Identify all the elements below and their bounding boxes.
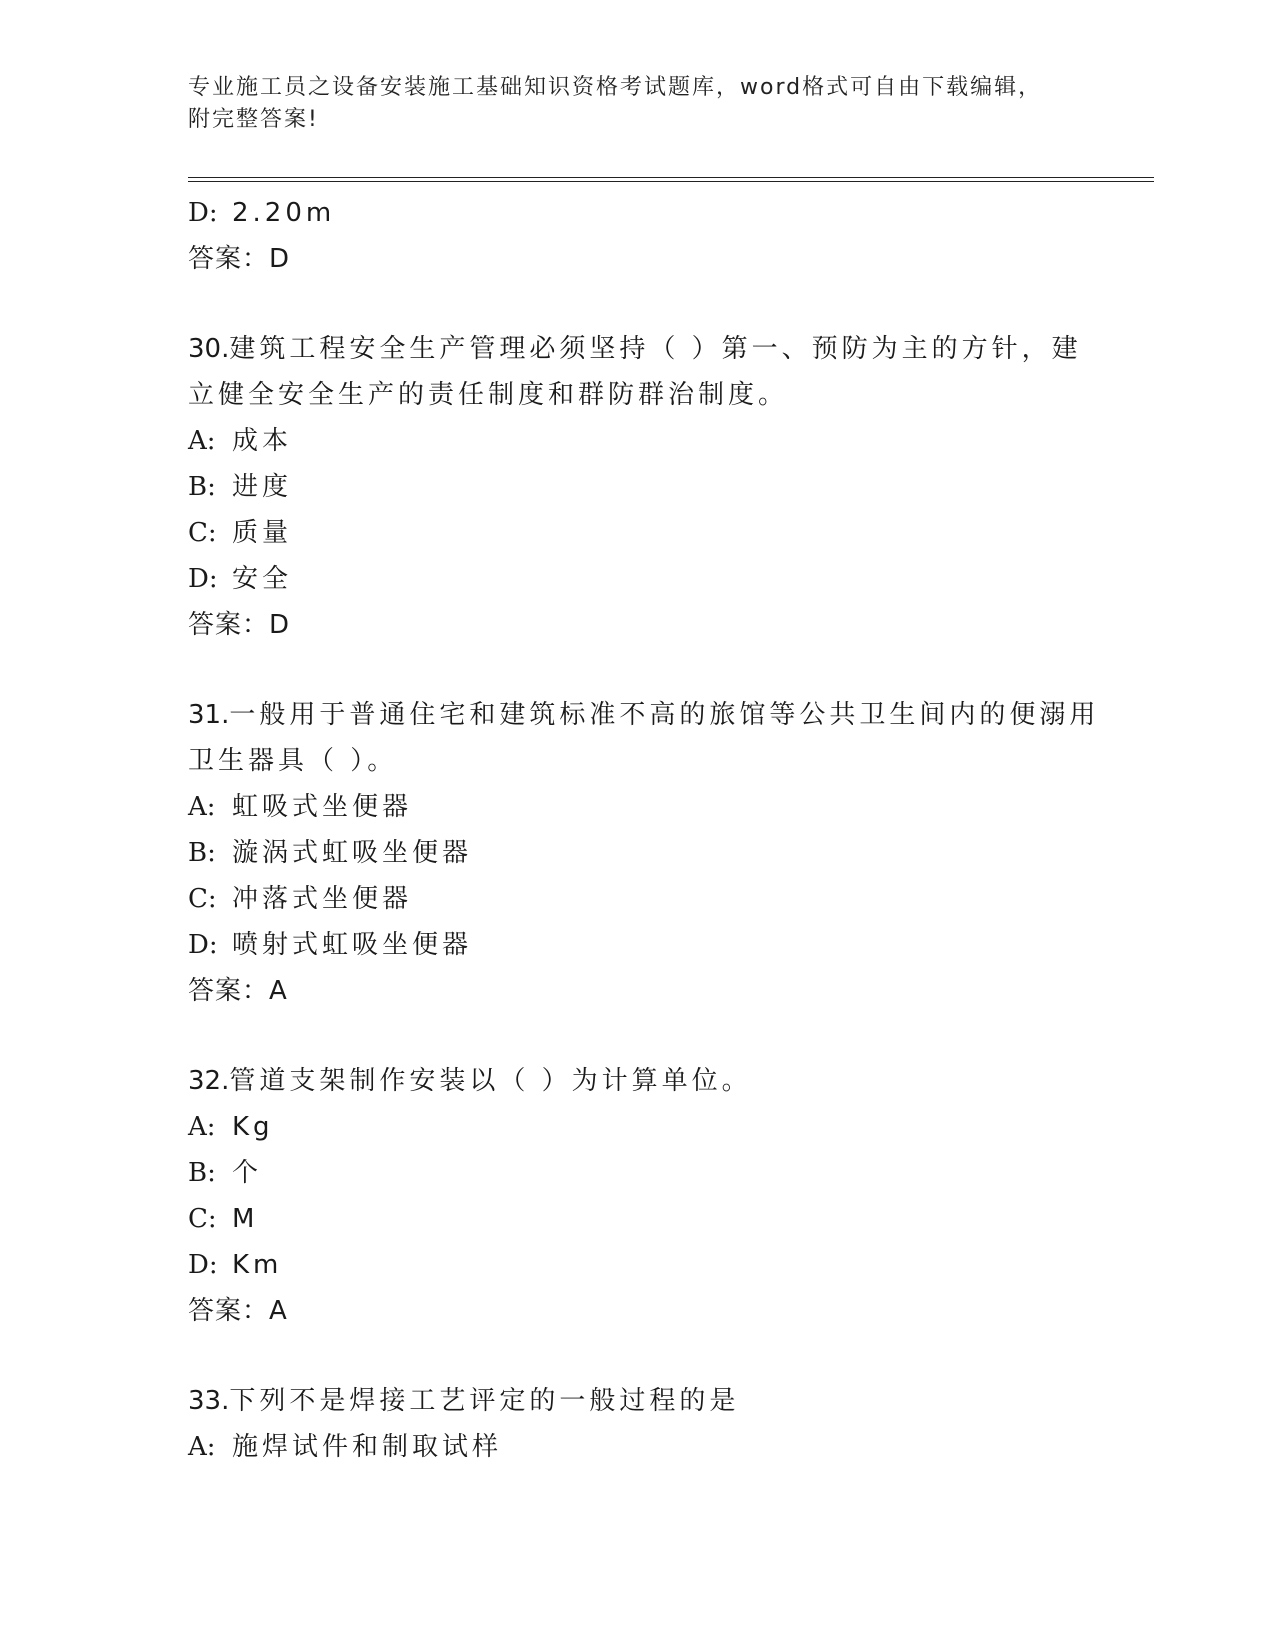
option-text: 进度 [232, 472, 293, 502]
option-key: D: [188, 1250, 218, 1280]
spacer [188, 1014, 1108, 1058]
question-stem-line2: 卫生器具（ ）。 [188, 746, 398, 776]
option-key: C: [188, 1204, 217, 1234]
question-stem [188, 692, 1108, 738]
option-key: D: [188, 564, 218, 594]
option-key: B: [188, 1158, 216, 1188]
option-b [188, 1150, 1108, 1196]
spacer [188, 648, 1108, 692]
option-d [188, 922, 1108, 968]
option-key: A: [188, 426, 216, 456]
question-stem-line2: 立健全安全生产的责任制度和群防群治制度。 [188, 380, 789, 410]
spacer [188, 1334, 1108, 1378]
option-b [188, 830, 1108, 876]
question-number: 32. [188, 1066, 230, 1096]
option-text: Kg [232, 1112, 274, 1142]
option-c [188, 1196, 1108, 1242]
option-text: 漩涡式虹吸坐便器 [232, 838, 473, 868]
option-key: D: [188, 198, 218, 228]
spacer [188, 282, 1108, 326]
option-text: 个 [232, 1158, 263, 1188]
question-stem [188, 1378, 1108, 1424]
option-a [188, 1424, 1108, 1470]
option-c [188, 510, 1108, 556]
option-text: 施焊试件和制取试样 [232, 1432, 503, 1462]
option-text: 成本 [232, 426, 293, 456]
option-d [188, 556, 1108, 602]
option-text: 安全 [232, 564, 293, 594]
header-text-line1: 专业施工员之设备安装施工基础知识资格考试题库，word格式可自由下载编辑， [188, 75, 1043, 100]
question-list [188, 190, 1108, 1470]
option-a [188, 1104, 1108, 1150]
option-key: A: [188, 1112, 216, 1142]
option-c [188, 876, 1108, 922]
question-stem-line1: 建筑工程安全生产管理必须坚持（ ）第一、预防为主的方针，建 [229, 334, 1082, 364]
answer-line: 答案：A [188, 976, 288, 1006]
answer-line: 答案：A [188, 1296, 288, 1326]
option-a [188, 784, 1108, 830]
question-31 [188, 692, 1108, 1014]
option-text: Km [232, 1250, 283, 1280]
question-stem [188, 1058, 1108, 1104]
question-32 [188, 1058, 1108, 1334]
option-key: C: [188, 518, 217, 548]
question-stem-line1: 下列不是焊接工艺评定的一般过程的是 [229, 1386, 740, 1416]
option-key: B: [188, 472, 216, 502]
option-text: 质量 [232, 518, 293, 548]
option-text: 2.20m [232, 198, 336, 228]
option-key: A: [188, 1432, 216, 1462]
question-number: 31. [188, 700, 230, 730]
option-text: 喷射式虹吸坐便器 [232, 930, 473, 960]
page-header [188, 72, 1068, 136]
option-key: B: [188, 838, 216, 868]
question-30 [188, 326, 1108, 648]
question-33 [188, 1378, 1108, 1470]
option-b [188, 464, 1108, 510]
answer-line: 答案：D [188, 610, 291, 640]
option-key: C: [188, 884, 217, 914]
option-key: D: [188, 930, 218, 960]
answer-line: 答案：D [188, 244, 291, 274]
header-text-line2: 附完整答案! [188, 107, 319, 132]
question-stem-line1: 管道支架制作安装以（ ）为计算单位。 [229, 1066, 752, 1096]
option-d [188, 190, 1108, 236]
option-a [188, 418, 1108, 464]
header-divider [188, 177, 1154, 182]
option-key: A: [188, 792, 216, 822]
question-stem [188, 326, 1108, 372]
question-number: 33. [188, 1386, 230, 1416]
option-text: M [232, 1204, 259, 1234]
option-text: 冲落式坐便器 [232, 884, 413, 914]
option-d [188, 1242, 1108, 1288]
option-text: 虹吸式坐便器 [232, 792, 413, 822]
question-stem-line1: 一般用于普通住宅和建筑标准不高的旅馆等公共卫生间内的便溺用 [229, 700, 1100, 730]
question-number: 30. [188, 334, 230, 364]
